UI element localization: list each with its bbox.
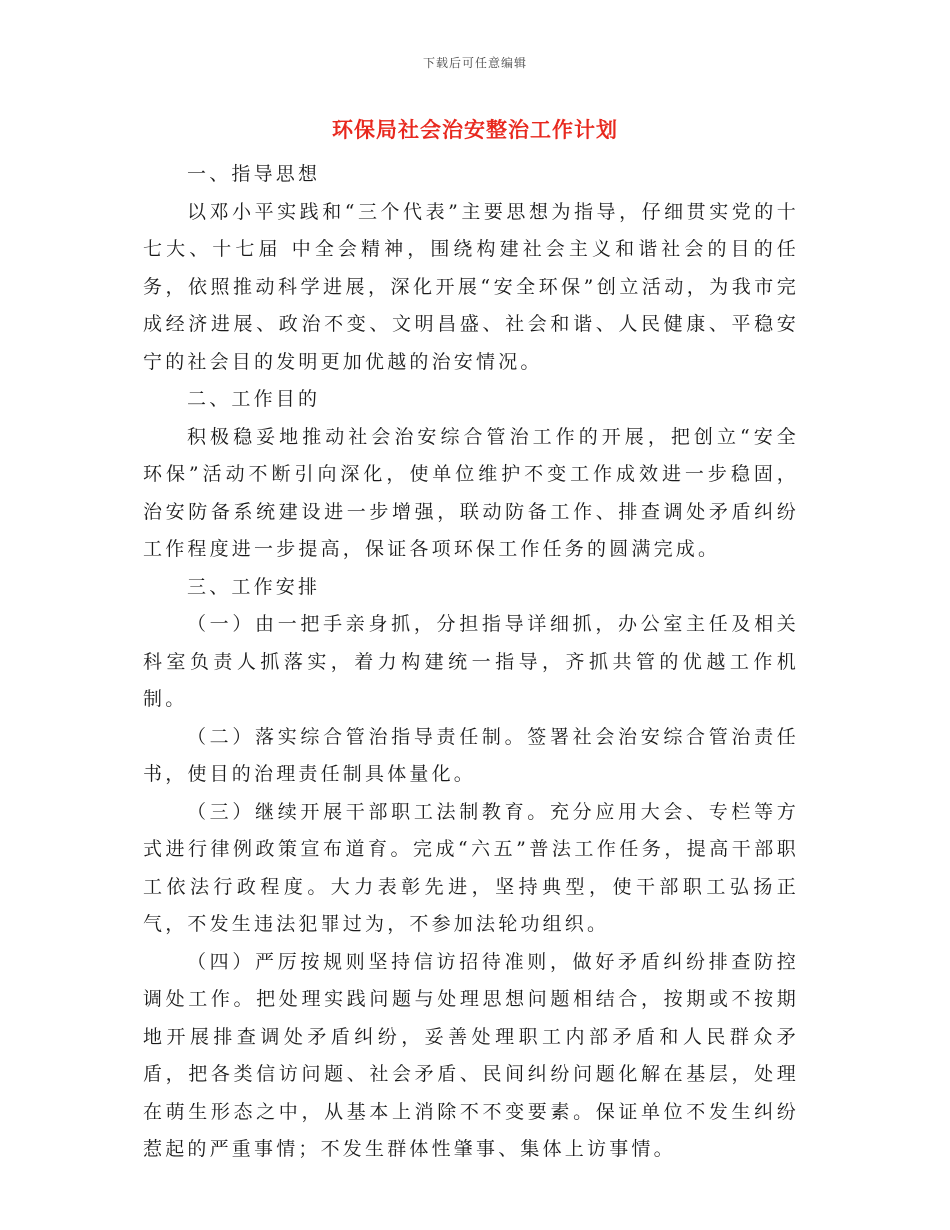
paragraph-arrangement-4: （四）严厉按规则坚持信访招待准则，做好矛盾纠纷排查防控调处工作。把处理实践问题与处理思想问题相结合，按期或不按期地开展排查调处矛盾纠纷，妥善处理职工内部矛盾和人民群众矛盾，把各类信访问题、社会矛盾、民间纠纷问题化解在基层，处理在萌生形态之中，从基本上消除不不变要素。保证单位不发生纠纷惹起的严重事情；不发生群体性肇事、集体上访事情。 — [143, 950, 799, 1160]
paragraph-arrangement-3: （三）继续开展干部职工法制教育。充分应用大会、专栏等方式进行律例政策宣布道育。完成“六五”普法工作任务，提高干部职工依法行政程度。大力表彰先进，坚持典型，使干部职工弘扬正气，不发生违法犯罪过为，不参加法轮功组织。 — [143, 800, 799, 935]
document-body — [143, 156, 799, 1169]
header-note: 下载后可任意编辑 — [422, 56, 527, 70]
section-heading-work-goals: 二、工作目的 — [187, 388, 321, 410]
section-heading-guiding-ideology: 一、指导思想 — [187, 163, 321, 185]
paragraph-work-goals: 积极稳妥地推动社会治安综合管治工作的开展，把创立“安全环保”活动不断引向深化，使单位维护不变工作成效进一步稳固，治安防备系统建设进一步增强，联动防备工作、排查调处矛盾纠纷工作程度进一步提高，保证各项环保工作任务的圆满完成。 — [143, 425, 799, 560]
document-title: 环保局社会治安整治工作计划 — [332, 117, 618, 142]
paragraph-arrangement-1: （一）由一把手亲身抓，分担指导详细抓，办公室主任及相关科室负责人抓落实，着力构建统一指导，齐抓共管的优越工作机制。 — [143, 613, 799, 710]
paragraph-arrangement-2: （二）落实综合管治指导责任制。签署社会治安综合管治责任书，使目的治理责任制具体量化。 — [143, 725, 799, 785]
section-heading-work-arrangements: 三、工作安排 — [187, 575, 321, 598]
paragraph-guiding-ideology: 以邓小平实践和“三个代表”主要思想为指导，仔细贯实党的十七大、十七届 中全会精神，围绕构建社会主义和谐社会的目的任务，依照推动科学进展，深化开展“安全环保”创立活动，为我市完成经济进展、政治不变、文明昌盛、社会和谐、人民健康、平稳安宁的社会目的发明更加优越的治安情况。 — [143, 200, 799, 373]
